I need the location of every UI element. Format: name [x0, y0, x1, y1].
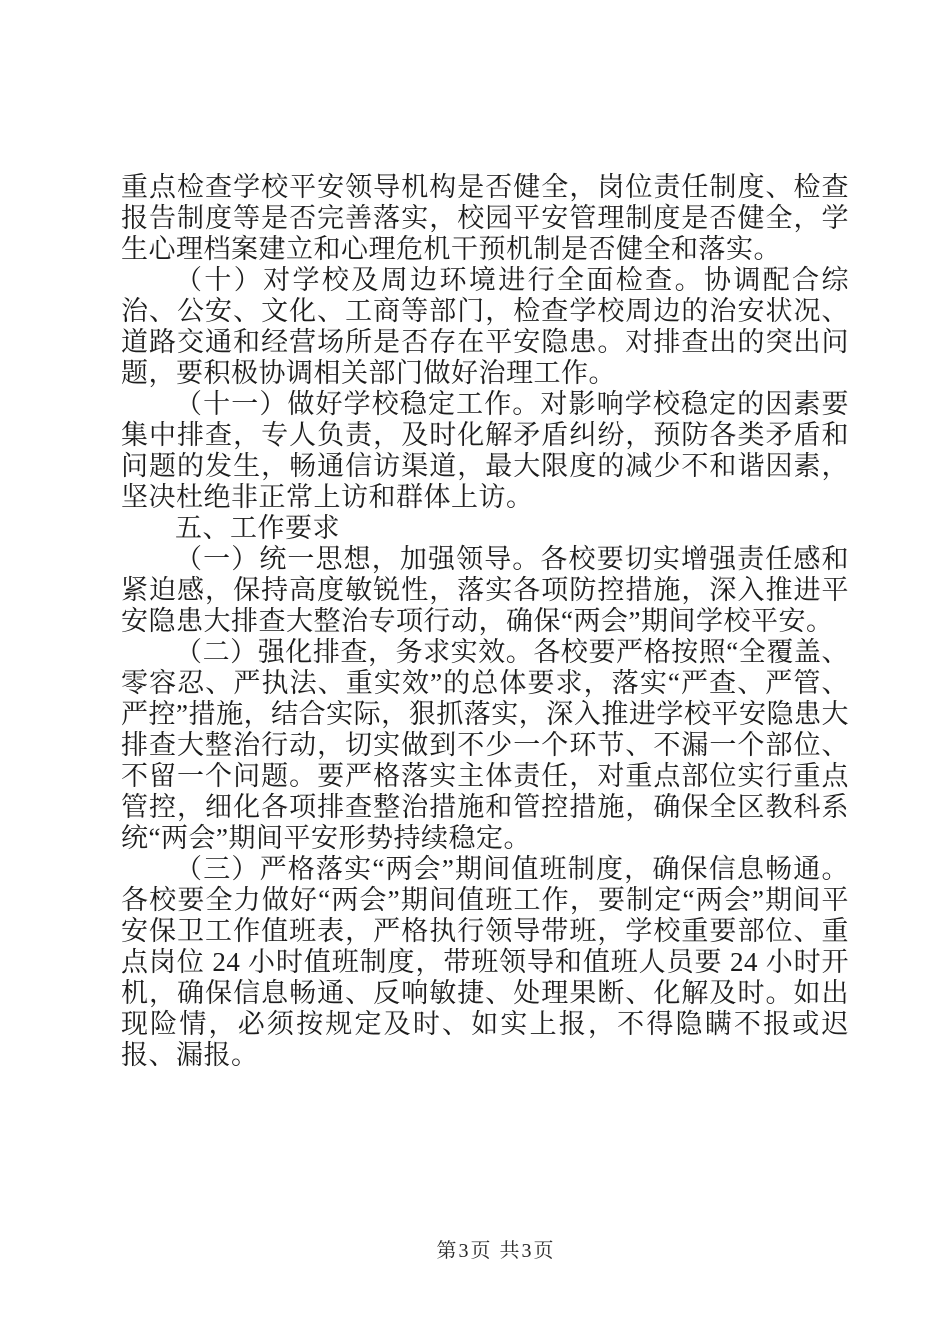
paragraph-item-11: （十一）做好学校稳定工作。对影响学校稳定的因素要集中排查，专人负责，及时化解矛盾纠纷，预防各类矛盾和问题的发生，畅通信访渠道，最大限度的减少不和谐因素，坚决杜绝非正常上访和群体上访。	[121, 389, 849, 512]
paragraph-requirement-2: （二）强化排查，务求实效。各校要严格按照“全覆盖、零容忍、严执法、重实效”的总体要求，落实“严查、严管、严控”措施，结合实际，狠抓落实，深入推进学校平安隐患大排查大整治行动，切实做到不少一个环节、不漏一个部位、不留一个问题。要严格落实主体责任，对重点部位实行重点管控，细化各项排查整治措施和管控措施，确保全区教科系统“两会”期间平安形势持续稳定。	[121, 637, 849, 853]
paragraph-requirement-1: （一）统一思想，加强领导。各校要切实增强责任感和紧迫感，保持高度敏锐性，落实各项防控措施，深入推进平安隐患大排查大整治专项行动，确保“两会”期间学校平安。	[121, 544, 849, 636]
paragraph-continued: 重点检查学校平安领导机构是否健全，岗位责任制度、检查报告制度等是否完善落实，校园平安管理制度是否健全，学生心理档案建立和心理危机干预机制是否健全和落实。	[121, 172, 849, 264]
paragraph-requirement-3: （三）严格落实“两会”期间值班制度，确保信息畅通。各校要全力做好“两会”期间值班工作，要制定“两会”期间平安保卫工作值班表，严格执行领导带班，学校重要部位、重点岗位 24 小时值班制度，带班领导和值班人员要 24 小时开机，确保信息畅通、反响敏捷、处理果断、化解及时。如出现险情，必须按规定及时、如实上报，不得隐瞒不报或迟报、漏报。	[121, 854, 849, 1070]
page-number-footer: 第3页 共3页	[436, 1240, 556, 1262]
paragraph-item-10: （十）对学校及周边环境进行全面检查。协调配合综治、公安、文化、工商等部门，检查学校周边的治安状况、道路交通和经营场所是否存在平安隐患。对排查出的突出问题，要积极协调相关部门做好治理工作。	[121, 265, 849, 388]
section-heading-5: 五、工作要求	[175, 513, 340, 543]
document-body	[121, 172, 849, 1071]
